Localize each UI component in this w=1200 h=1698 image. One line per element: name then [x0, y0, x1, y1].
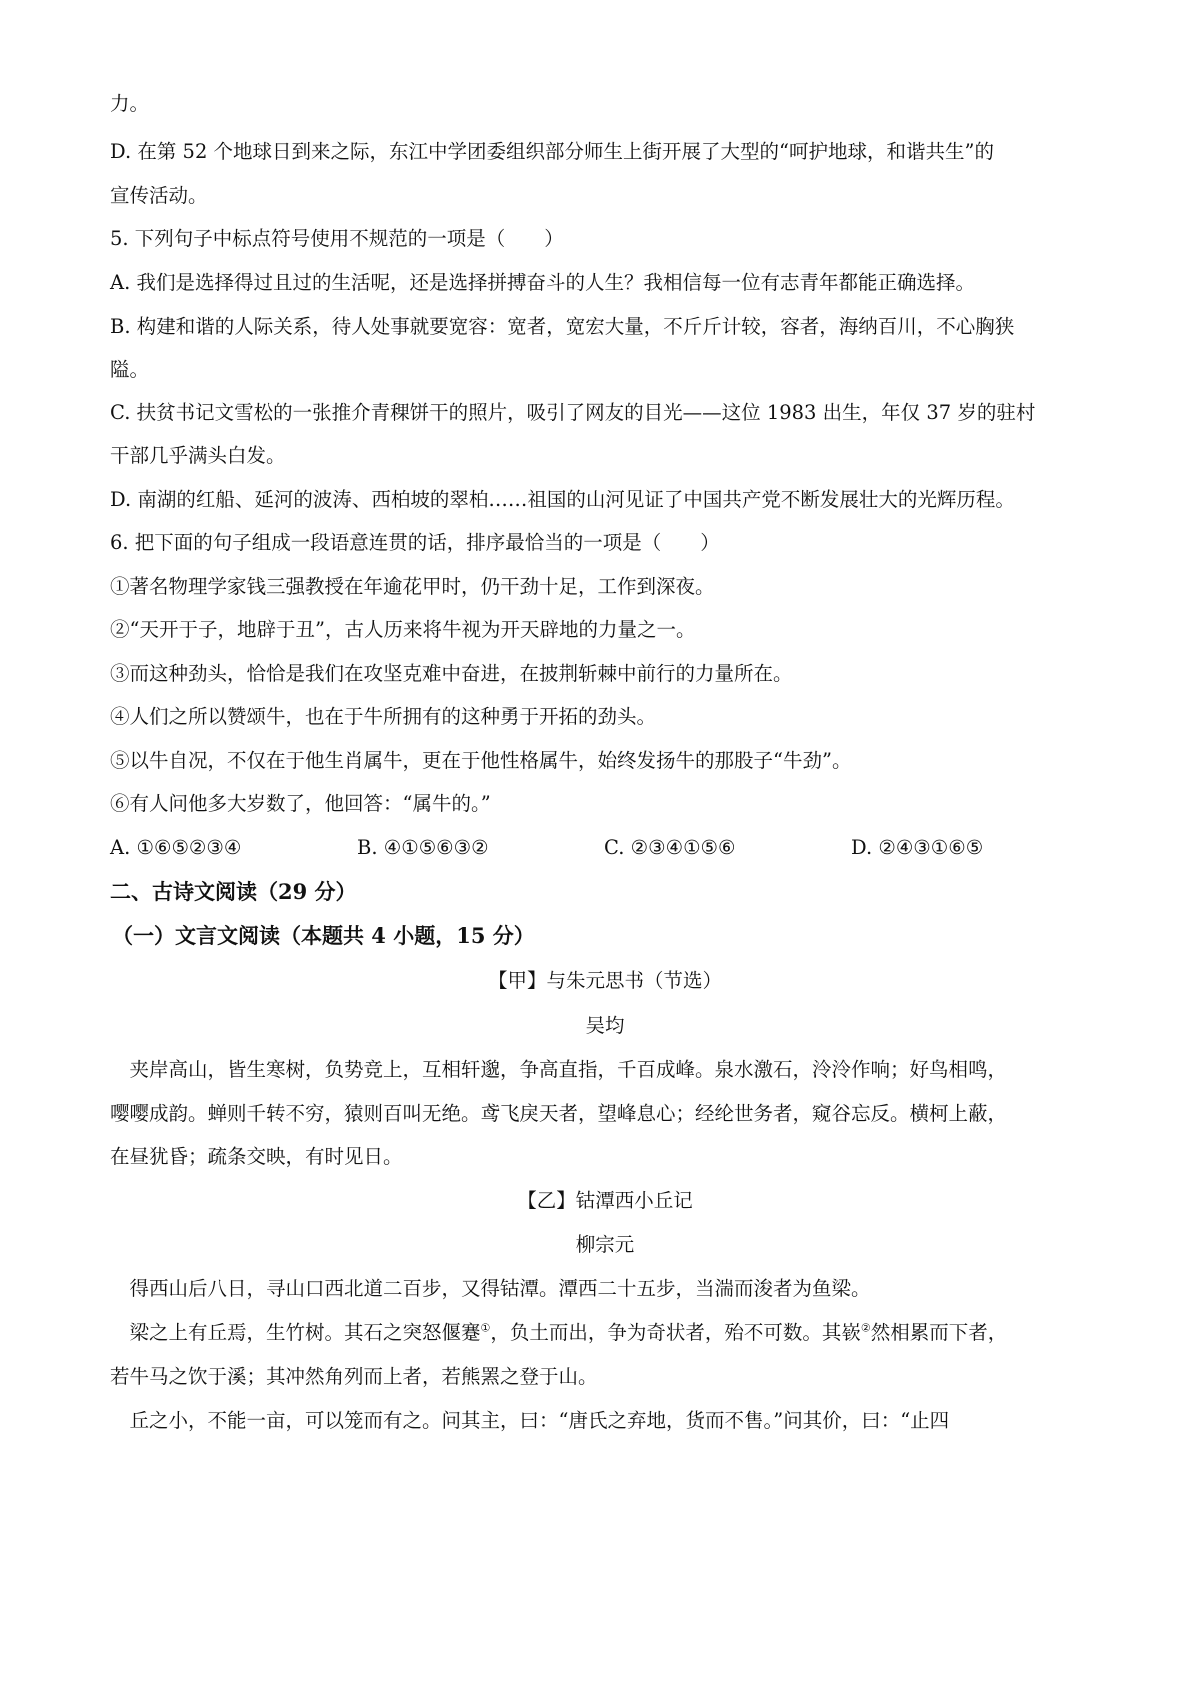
q6-sentence-2: ②“天开于子，地辟于丑”，古人历来将牛视为开天辟地的力量之一。 — [110, 618, 696, 641]
passage-jia-line1: 夹岸高山，皆生寒树，负势竞上，互相轩邈，争高直指，千百成峰。泉水激石，泠泠作响；好鸟相鸣， — [110, 1058, 1008, 1081]
passage-yi-para2-line1 — [110, 1320, 1100, 1346]
q6-option-a: A. ①⑥⑤②③④ — [110, 836, 242, 859]
passage-yi-para3: 丘之小，不能一亩，可以笼而有之。问其主，曰：“唐氏之弃地，货而不售。”问其价，曰：“止四 — [110, 1409, 950, 1432]
q6-option-d: D. ②④③①⑥⑤ — [851, 836, 984, 859]
footnote-marker-1: ① — [480, 1321, 491, 1335]
q6-stem: 6. 把下面的句子组成一段语意连贯的话，排序最恰当的一项是（ ） — [110, 531, 720, 554]
q6-sentence-3: ③而这种劲头，恰恰是我们在攻坚克难中奋进，在披荆斩棘中前行的力量所在。 — [110, 662, 793, 685]
passage-yi-para2-line2: 若牛马之饮于溪；其冲然角列而上者，若熊罴之登于山。 — [110, 1365, 598, 1388]
q5-option-b-line1: B. 构建和谐的人际关系，待人处事就要宽容：宽者，宽宏大量，不斤斤计较，容者，海纳百川，不心胸狭 — [110, 315, 1015, 338]
q6-sentence-5: ⑤以牛自况，不仅在于他生肖属牛，更在于他性格属牛，始终发扬牛的那股子“牛劲”。 — [110, 749, 852, 772]
passage-yi-title: 【乙】钴潭西小丘记 — [517, 1189, 693, 1212]
passage-jia-title: 【甲】与朱元思书（节选） — [487, 969, 722, 992]
q5-stem: 5. 下列句子中标点符号使用不规范的一项是（ ） — [110, 227, 564, 250]
passage-jia-author: 吴均 — [585, 1014, 625, 1037]
q5-option-c-line1: C. 扶贫书记文雪松的一张推介青稞饼干的照片，吸引了网友的目光——这位 1983 出生，年仅 37 岁的驻村 — [110, 401, 1036, 424]
q4-option-d-line1: D. 在第 52 个地球日到来之际，东江中学团委组织部分师生上街开展了大型的“呵护地球，和谐共生”的 — [110, 140, 994, 163]
passage-yi-para1: 得西山后八日，寻山口西北道二百步，又得钴潭。潭西二十五步，当湍而浚者为鱼梁。 — [110, 1277, 871, 1300]
q6-option-c: C. ②③④①⑤⑥ — [604, 836, 736, 859]
subsection-title: （一）文言文阅读（本题共 4 小题，15 分） — [112, 923, 535, 948]
passage-yi-text: ，负土而出，争为奇状者，殆不可数。其嵚 — [490, 1321, 861, 1344]
q5-option-a: A. 我们是选择得过且过的生活呢，还是选择拼搏奋斗的人生？我相信每一位有志青年都能正确选择。 — [110, 271, 975, 294]
passage-jia-line3: 在昼犹昏；疏条交映，有时见日。 — [110, 1145, 403, 1168]
q6-option-b: B. ④①⑤⑥③② — [357, 836, 489, 859]
footnote-marker-2: ② — [860, 1321, 871, 1335]
q6-sentence-1: ①著名物理学家钱三强教授在年逾花甲时，仍干劲十足，工作到深夜。 — [110, 575, 715, 598]
q5-option-b-line2: 隘。 — [110, 358, 150, 381]
q6-sentence-4: ④人们之所以赞颂牛，也在于牛所拥有的这种勇于开拓的劲头。 — [110, 705, 657, 728]
q5-option-d: D. 南湖的红船、延河的波涛、西柏坡的翠柏……祖国的山河见证了中国共产党不断发展壮大的光辉历程。 — [110, 488, 1015, 511]
q4-continuation: 力。 — [110, 92, 150, 115]
passage-yi-text: 梁之上有丘焉，生竹树。其石之突怒偃蹇 — [110, 1321, 481, 1344]
passage-yi-author: 柳宗元 — [575, 1233, 635, 1256]
q5-option-c-line2: 干部几乎满头白发。 — [110, 444, 286, 467]
q4-option-d-line2: 宣传活动。 — [110, 184, 208, 207]
passage-yi-text: 然相累而下者， — [870, 1321, 1008, 1344]
passage-jia-line2: 嘤嘤成韵。蝉则千转不穷，猿则百叫无绝。鸢飞戾天者，望峰息心；经纶世务者，窥谷忘反。横柯上蔽， — [110, 1102, 1008, 1125]
section-title: 二、古诗文阅读（29 分） — [110, 879, 357, 904]
q6-sentence-6: ⑥有人问他多大岁数了，他回答：“属牛的。” — [110, 792, 491, 815]
